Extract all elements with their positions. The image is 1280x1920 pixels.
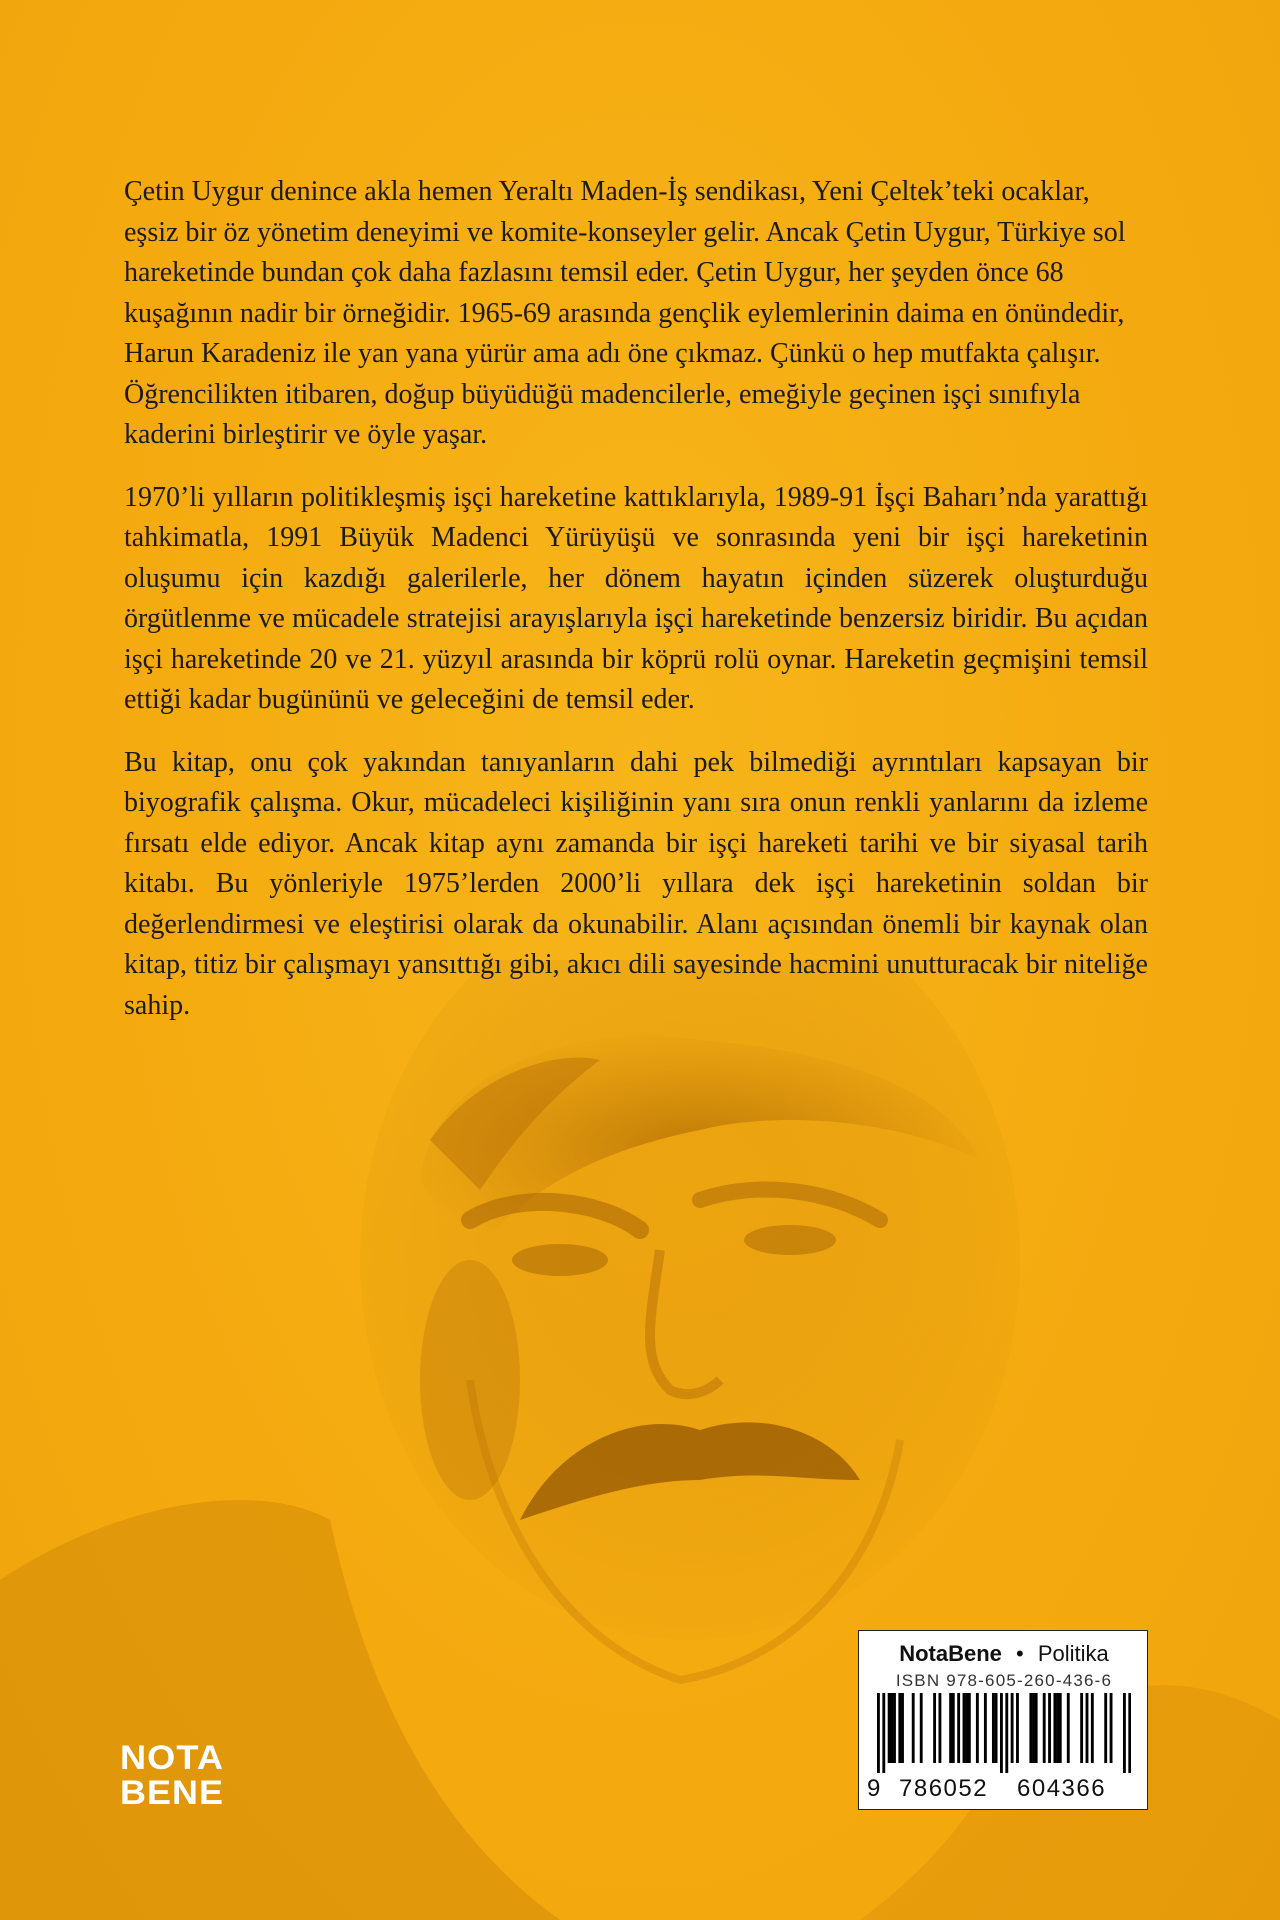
barcode-bar [1056, 1693, 1059, 1763]
barcode-bar [1053, 1693, 1056, 1763]
barcode-bar [888, 1693, 891, 1763]
barcode-bar [1067, 1693, 1070, 1763]
barcode-bar [912, 1693, 915, 1763]
barcode-bar [898, 1693, 901, 1763]
barcode-bar [963, 1693, 966, 1763]
barcode-bar [1000, 1693, 1003, 1773]
barcode-bar [890, 1693, 893, 1763]
barcode-bar [968, 1693, 971, 1763]
barcode-bar [920, 1693, 923, 1763]
barcode-bar [1043, 1693, 1046, 1763]
separator-bullet: • [1016, 1641, 1024, 1666]
barcode-bar [933, 1693, 936, 1763]
barcode-digits-left: 786052 [899, 1775, 989, 1802]
barcode-bar [1080, 1693, 1083, 1763]
blurb-paragraph: 1970’li yılların politikleşmiş işçi hareketine kattıklarıyla, 1989-91 İşçi Baharı’nda yarattığı tahkimatla, 1991 Büyük Madenci Yürüyüşü ve sonrasında yeni bir işçi hareketinin oluşumu için kazdığı galerilerle, her dönem hayatın içinden süzerek oluşturduğu örgütlenme ve mücadele stratejisi arayışlarıyla işçi hareketinde benzersiz biridir. Bu açıdan işçi hareketinde 20 ve 21. yüzyıl arasında bir köprü rolü oynar. Hareketin geçmişini temsil ettiği kadar bugününü ve geleceğini de temsil eder. [124, 481, 1148, 715]
barcode-bar [1091, 1693, 1094, 1763]
barcode-bar [992, 1693, 995, 1763]
barcode-bar [1128, 1693, 1131, 1773]
barcode-bar [901, 1693, 904, 1763]
barcode-bar [1035, 1693, 1038, 1763]
barcode-bar [984, 1693, 987, 1763]
barcode-bar [877, 1693, 880, 1773]
publisher-logo [118, 1738, 228, 1808]
barcode-bar [1029, 1693, 1032, 1763]
barcode-bar [976, 1693, 979, 1763]
back-cover-blurb [124, 172, 1148, 1048]
barcode-bar [1048, 1693, 1051, 1763]
series-name: Politika [1037, 1641, 1109, 1666]
barcode-bar [882, 1693, 885, 1773]
barcode-bar [1016, 1693, 1019, 1763]
logo-line-2: BENE [120, 1774, 224, 1808]
barcode-bars [877, 1693, 1131, 1773]
barcode-bar [1005, 1693, 1008, 1773]
isbn-number: ISBN 978-605-260-436-6 [895, 1671, 1113, 1690]
barcode-bar [949, 1693, 952, 1763]
barcode-bar [1059, 1693, 1062, 1763]
barcode-digits-right: 604366 [1017, 1775, 1107, 1802]
barcode-bar [1123, 1693, 1126, 1773]
barcode-bar [995, 1693, 998, 1763]
barcode-bar [938, 1693, 941, 1763]
barcode-bar [952, 1693, 955, 1763]
barcode-bar [1032, 1693, 1035, 1763]
publisher-name: NotaBene [899, 1641, 1002, 1666]
barcode-bar [1011, 1693, 1014, 1763]
barcode-digits [859, 1775, 1149, 1805]
logo-line-1: NOTA [120, 1739, 224, 1777]
barcode-bar [957, 1693, 960, 1763]
isbn-barcode-label [858, 1630, 1148, 1810]
barcode-bar [1104, 1693, 1107, 1763]
barcode-bar [1110, 1693, 1113, 1763]
barcode-bar [893, 1693, 896, 1763]
blurb-paragraph: Bu kitap, onu çok yakından tanıyanların dahi pek bilmediği ayrıntıları kapsayan bir biyografik çalışma. Okur, mücadeleci kişiliğinin yanı sıra onun renkli yanlarını da izleme fırsatı elde ediyor. Ancak kitap aynı zamanda bir işçi hareketi tarihi ve bir siyasal tarih kitabı. Bu yönleriyle 1975’lerden 2000’li yıllara dek işçi hareketinin soldan bir değerlendirmesi ve eleştirisi olarak da okunabilir. Alanı açısından önemli bir kaynak olan kitap, titiz bir çalışmayı yansıttığı gibi, akıcı dili sayesinde hacmini unutturacak bir niteliğe sahip. [124, 746, 1148, 1021]
barcode-header [859, 1641, 1149, 1667]
barcode-bar [1086, 1693, 1089, 1763]
barcode-digit-prefix: 9 [867, 1775, 881, 1802]
blurb-paragraph: Çetin Uygur denince akla hemen Yeraltı Maden-İş sendikası, Yeni Çeltek’teki ocaklar, eşsiz bir öz yönetim deneyimi ve komite-konseyler gelir. Ancak Çetin Uygur, Türkiye sol hareketinde bundan çok daha fazlasını temsil eder. Çetin Uygur, her şeyden önce 68 kuşağının nadir bir örneğidir. 1965-69 arasında gençlik eylemlerinin daima en önündedir, Harun Karadeniz ile yan yana yürür ama adı öne çıkmaz. Çünkü o hep mutfakta çalışır. Öğrencilikten itibaren, doğup büyüdüğü madencilerle, emeğiyle geçinen işçi sınıfıyla kaderini birleştirir ve öyle yaşar. [124, 176, 1126, 450]
barcode-bar [965, 1693, 968, 1763]
